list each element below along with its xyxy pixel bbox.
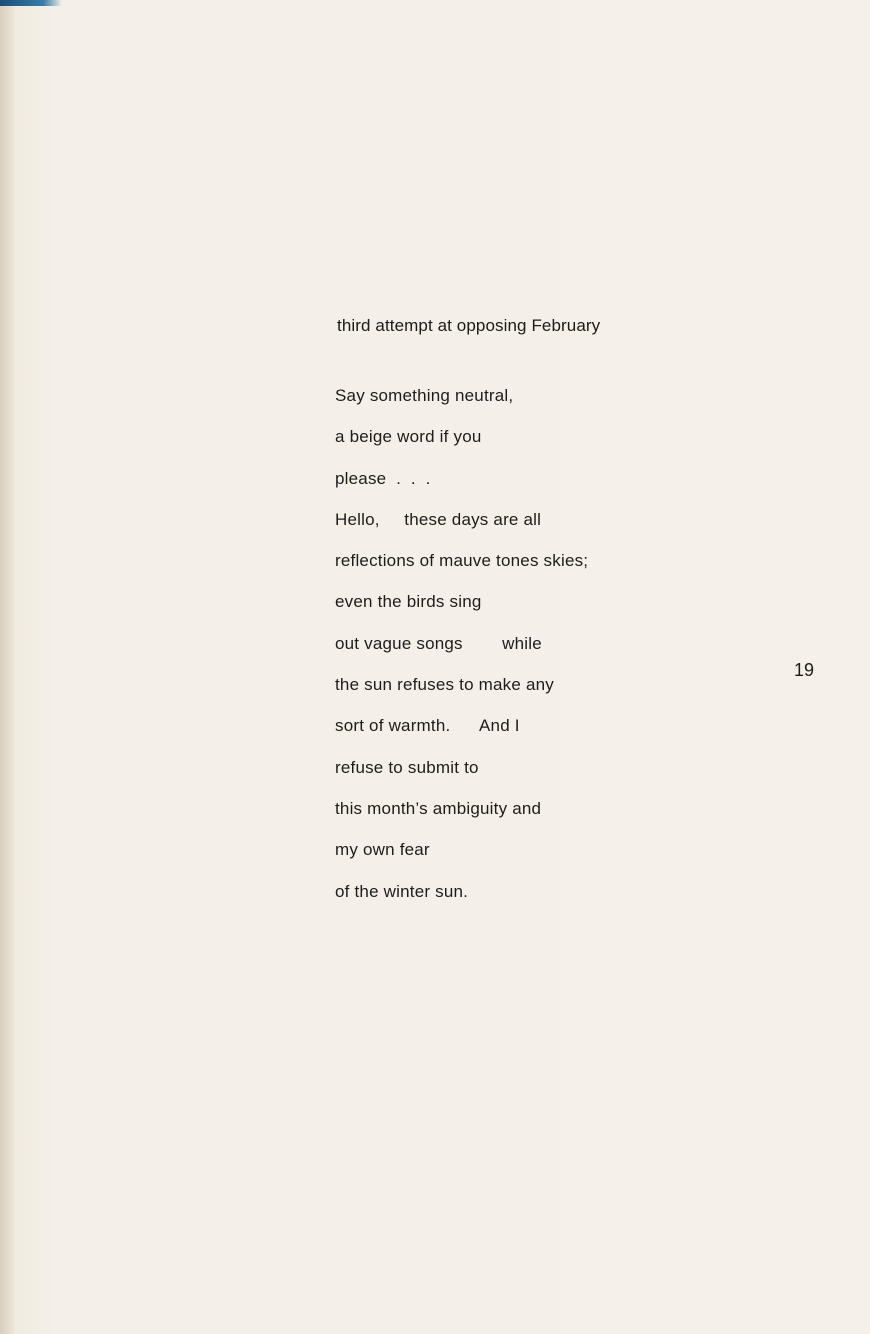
- poem-body: [335, 381, 588, 918]
- poem-line: the sun refuses to make any: [335, 675, 554, 695]
- poem-title: third attempt at opposing February: [337, 316, 601, 335]
- page-number: 19: [794, 660, 815, 680]
- poem-line: my own fear: [335, 840, 430, 860]
- poem-line: out vague songs while: [335, 633, 542, 653]
- poem-line: of the winter sun.: [335, 881, 469, 901]
- poem-line: refuse to submit to: [335, 757, 479, 777]
- poem-line: Hello, these days are all: [335, 509, 542, 529]
- poem-line: a beige word if you: [335, 427, 482, 447]
- poem-line: this month’s ambiguity and: [335, 798, 542, 818]
- edge-color-mark: [0, 0, 62, 6]
- poem-line: sort of warmth. And I: [335, 716, 520, 736]
- poem-line: please . . .: [335, 468, 431, 488]
- poem-line: Say something neutral,: [335, 386, 514, 405]
- poem-line: even the birds sing: [335, 592, 482, 612]
- page-binding-edge: [0, 0, 14, 1334]
- poem-line: reflections of mauve tones skies;: [335, 551, 589, 571]
